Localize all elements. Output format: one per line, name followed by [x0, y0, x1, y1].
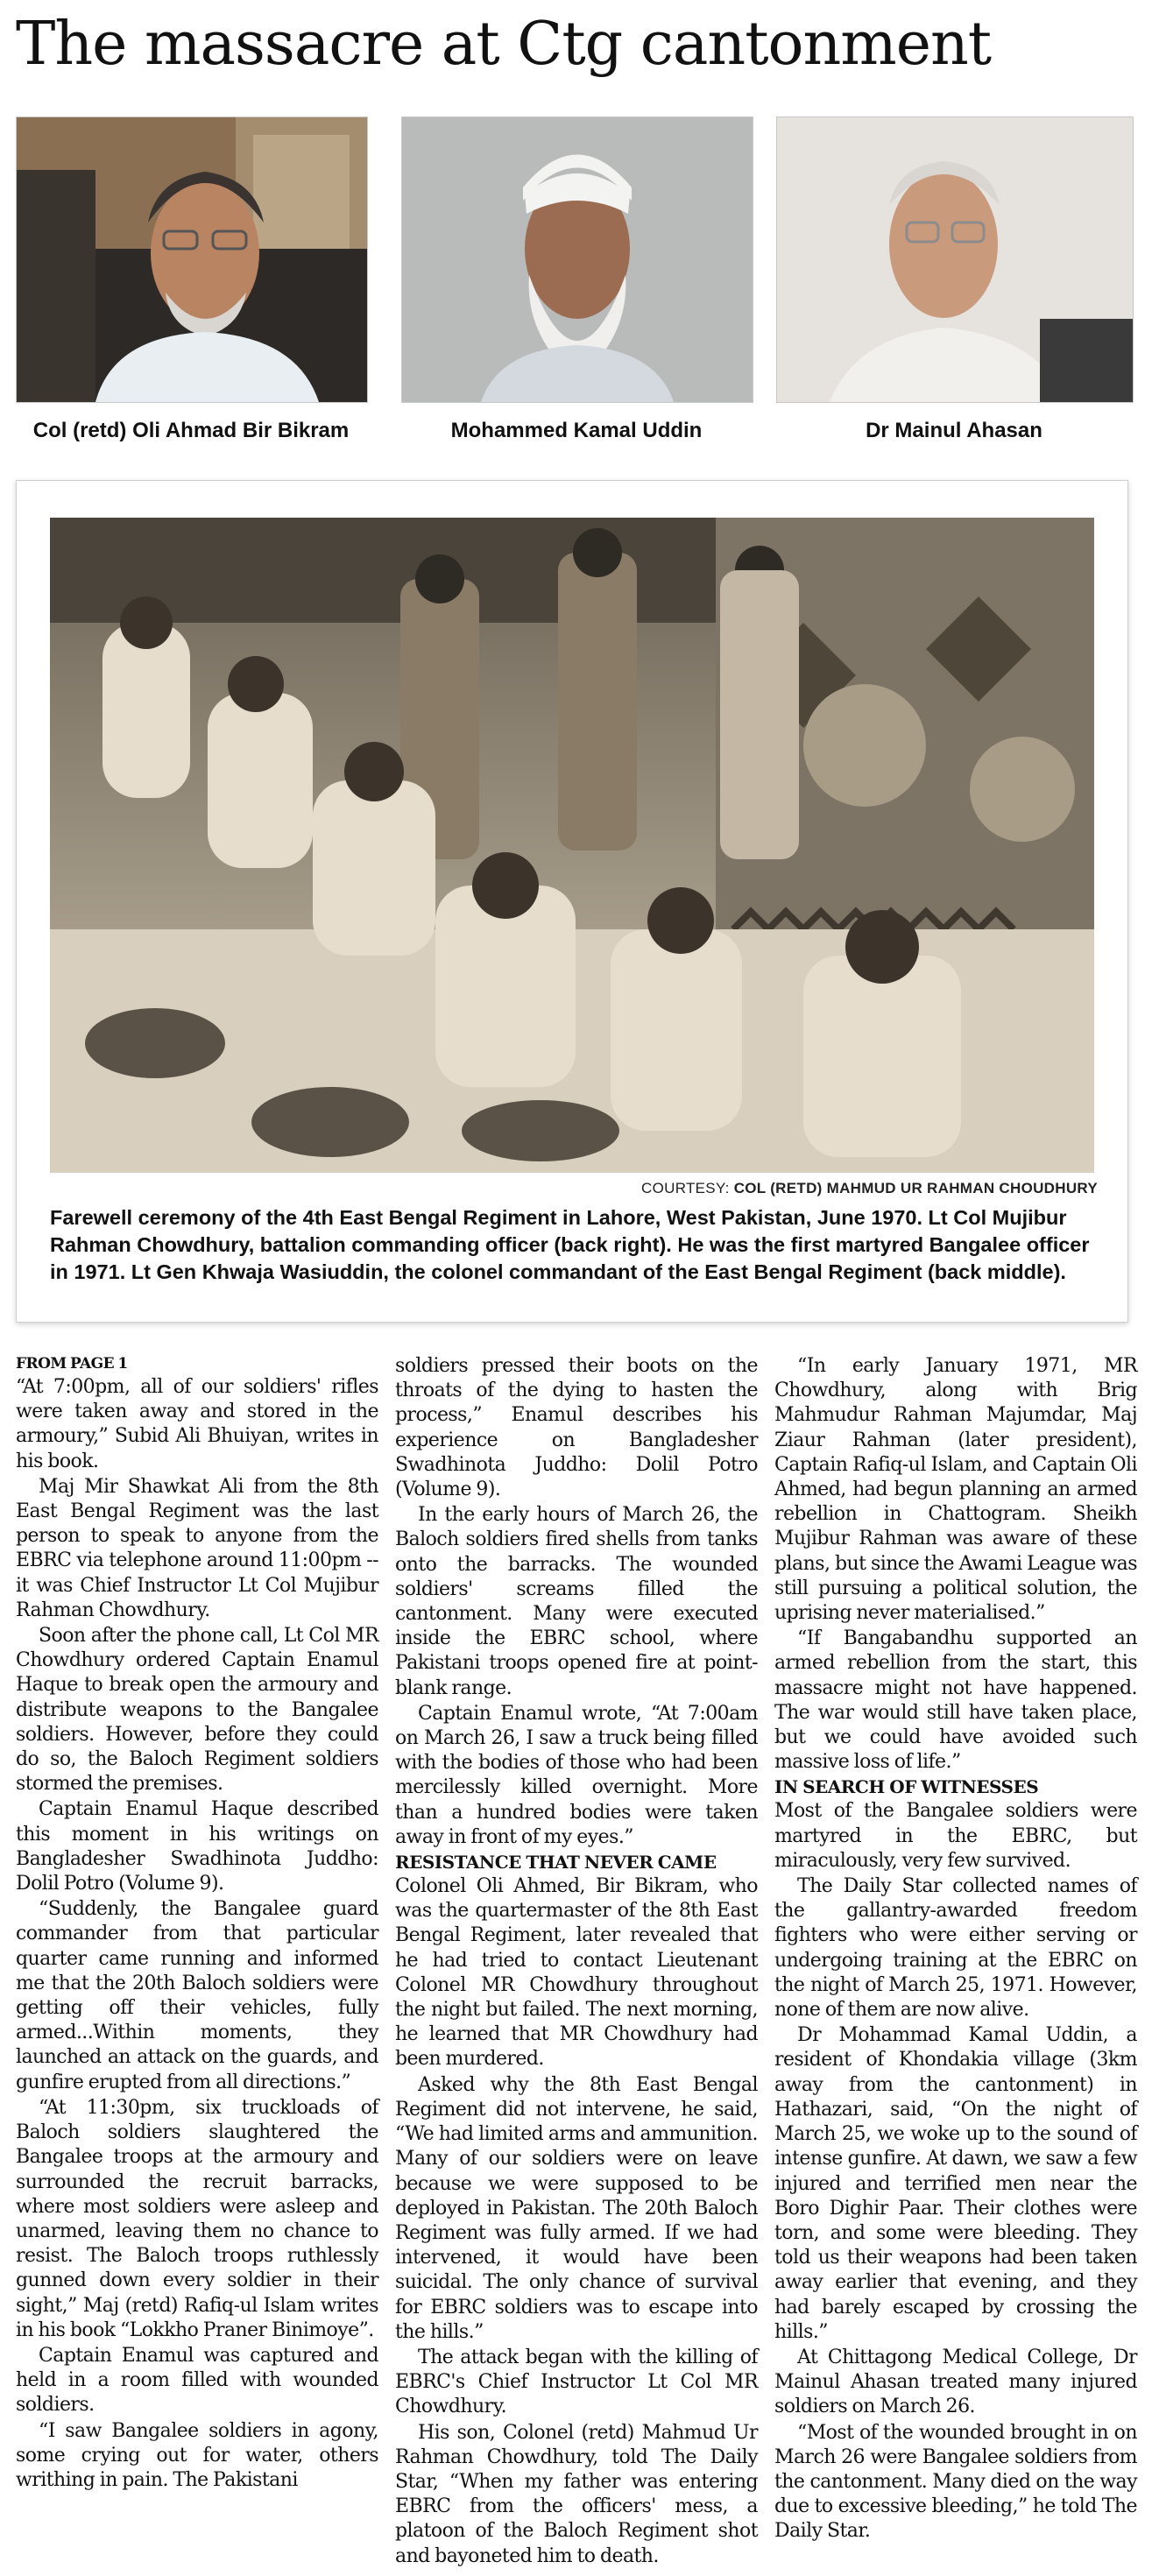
portrait-photo-oli-ahmad [16, 116, 368, 403]
paragraph: “In early January 1971, MR Chowdhury, along with Brig Mahmudur Rahman Majumdar, Maj Ziaur Rahman (later president), Captain Rafiq-ul Islam, and Captain Oli Ahmed, had begun planning an armed rebellion in Chattogram. Sheikh Mujibur Rahman was aware of these plans, but since the Awami League was still pursuing a political solution, the uprising never materialised.” [774, 1355, 1137, 1625]
page-kicker: FROM PAGE 1 [16, 1355, 128, 1373]
portrait-name: Dr Mainul Ahasan [866, 419, 1042, 442]
subheading-witnesses: IN SEARCH OF WITNESSES [774, 1776, 1039, 1798]
portrait-name: Mohammed Kamal Uddin [450, 419, 703, 442]
portrait-photo-kamal-uddin [401, 116, 753, 403]
paragraph: In the early hours of March 26, the Baloch soldiers fired shells from tanks onto the barracks. The wounded soldiers' screams filled the cantonment. Many were executed inside the EBRC school, where Pakistani troops opened fire at point-blank range. [395, 1504, 758, 1699]
portrait-photo-mainul-ahasan [776, 116, 1134, 403]
main-photo-frame [16, 480, 1128, 1323]
headline: The massacre at Ctg cantonment [16, 10, 992, 79]
paragraph: The attack began with the killing of EBRC's Chief Instructor Lt Col MR Chowdhury. [395, 2346, 758, 2418]
paragraph: Captain Enamul Haque described this moment in his writings on Bangladesher Swadhinota Juddho: Dolil Potro (Volume 9). [16, 1798, 378, 1895]
paragraph: Soon after the phone call, Lt Col MR Chowdhury ordered Captain Enamul Haque to break open the armoury and distribute weapons to the Bangalee soldiers. However, before they could do so, the Baloch Regiment soldiers stormed the premises. [16, 1625, 378, 1796]
paragraph: His son, Colonel (retd) Mahmud Ur Rahman Chowdhury, told The Daily Star, “When my father was entering EBRC from the officers' mess, a platoon of the Baloch Regiment shot and bayoneted him to death. [395, 2421, 758, 2567]
paragraph: “If Bangabandhu supported an armed rebellion from the start, this massacre might not have happened. The war would still have taken place, but we could have avoided such massive loss of life.” [774, 1627, 1137, 1774]
paragraph: Maj Mir Shawkat Ali from the 8th East Bengal Regiment was the last person to speak to anyone from the EBRC via telephone around 11:00pm -- it was Chief Instructor Lt Col Mujibur Rahman Chowdhury. [16, 1475, 378, 1621]
paragraph: “I saw Bangalee soldiers in agony, some crying out for water, others writhing in pain. The Pakistani [16, 2419, 378, 2491]
photo-caption: Farewell ceremony of the 4th East Bengal Regiment in Lahore, West Pakistan, June 1970. Lt Col Mujibur Rahman Chowdhury, battalion commanding officer (back right). He was the first martyred Bangalee officer in 1971. Lt Gen Khwaja Wasiuddin, the colonel commandant of the East Bengal Regiment (back middle). [50, 1206, 1090, 1283]
paragraph: soldiers pressed their boots on the throats of the dying to hasten the process,” Enamul describes his experience on Bangladesher Swadhinota Juddho: Dolil Potro (Volume 9). [395, 1355, 758, 1501]
paragraph: Dr Mohammad Kamal Uddin, a resident of Khondakia village (3km away from the cantonment) in Hathazari, said, “On the night of March 25, we woke up to the sound of intense gunfire. At dawn, we saw a few injured and terrified men near the Boro Dighir Paar. Their clothes were torn, and some were bleeding. They told us their weapons had been taken away earlier that evening, and they had barely escaped by crossing the hills.” [774, 2024, 1137, 2343]
paragraph: Most of the Bangalee soldiers were martyred in the EBRC, but miraculously, very few survived. [774, 1800, 1137, 1872]
paragraph: Captain Enamul wrote, “At 7:00am on March 26, I saw a truck being filled with the bodies of those who had been mercilessly killed overnight. More than a hundred bodies were taken away in front of my eyes.” [395, 1702, 758, 1848]
paragraph: Captain Enamul was captured and held in a room filled with wounded soldiers. [16, 2344, 378, 2417]
paragraph: At Chittagong Medical College, Dr Mainul Ahasan treated many injured soldiers on March 26. [774, 2346, 1137, 2418]
farewell-ceremony-photo [50, 518, 1094, 1173]
article-column-1 [16, 1354, 378, 2494]
paragraph: “At 7:00pm, all of our soldiers' rifles were taken away and stored in the armoury,” Subid Ali Bhuiyan, writes in his book. [16, 1376, 378, 1472]
article-column-2 [395, 1354, 758, 2570]
portrait-name: Col (retd) Oli Ahmad Bir Bikram [32, 419, 350, 442]
article-column-3 [774, 1354, 1137, 2545]
paragraph: Asked why the 8th East Bengal Regiment did not intervene, he said, “We had limited arms and ammunition. Many of our soldiers were on leave because we were supposed to be deployed in Pakistan. The 20th Baloch Regiment was fully armed. If we had intervened, it would have been suicidal. The only chance of survival for EBRC soldiers was to escape into the hills.” [395, 2073, 758, 2343]
paragraph: “At 11:30pm, six truckloads of Baloch soldiers slaughtered the Bangalee troops at the armoury and surrounded the recruit barracks, where most soldiers were asleep and unarmed, leaving them no chance to resist. The Baloch troops ruthlessly gunned down every soldier in their sight,” Maj (retd) Rafiq-ul Islam writes in his book “Lokkho Praner Binimoye”. [16, 2096, 378, 2341]
paragraph: “Most of the wounded brought in on March 26 were Bangalee soldiers from the cantonment. Many died on the way due to excessive bleeding,” he told The Daily Star. [774, 2421, 1137, 2543]
paragraph: Colonel Oli Ahmed, Bir Bikram, who was the quartermaster of the 8th East Bengal Regiment, later revealed that he had tried to contact Lieutenant Colonel MR Chowdhury throughout the night but failed. The next morning, he learned that MR Chowdhury had been murdered. [395, 1875, 758, 2071]
photo-credit: COURTESY: COL (RETD) MAHMUD UR RAHMAN CHOUDHURY [641, 1180, 1098, 1196]
subheading-resistance: RESISTANCE THAT NEVER CAME [395, 1852, 717, 1874]
paragraph: “Suddenly, the Bangalee guard commander from that particular quarter came running and informed me that the 20th Baloch soldiers were getting off their vehicles, fully armed...Within moments, they launched an attack on the guards, and gunfire erupted from all directions.” [16, 1898, 378, 2093]
paragraph: The Daily Star collected names of the gallantry-awarded freedom fighters who were either serving or undergoing training at the EBRC on the night of March 25, 1971. However, none of them are now alive. [774, 1875, 1137, 2022]
